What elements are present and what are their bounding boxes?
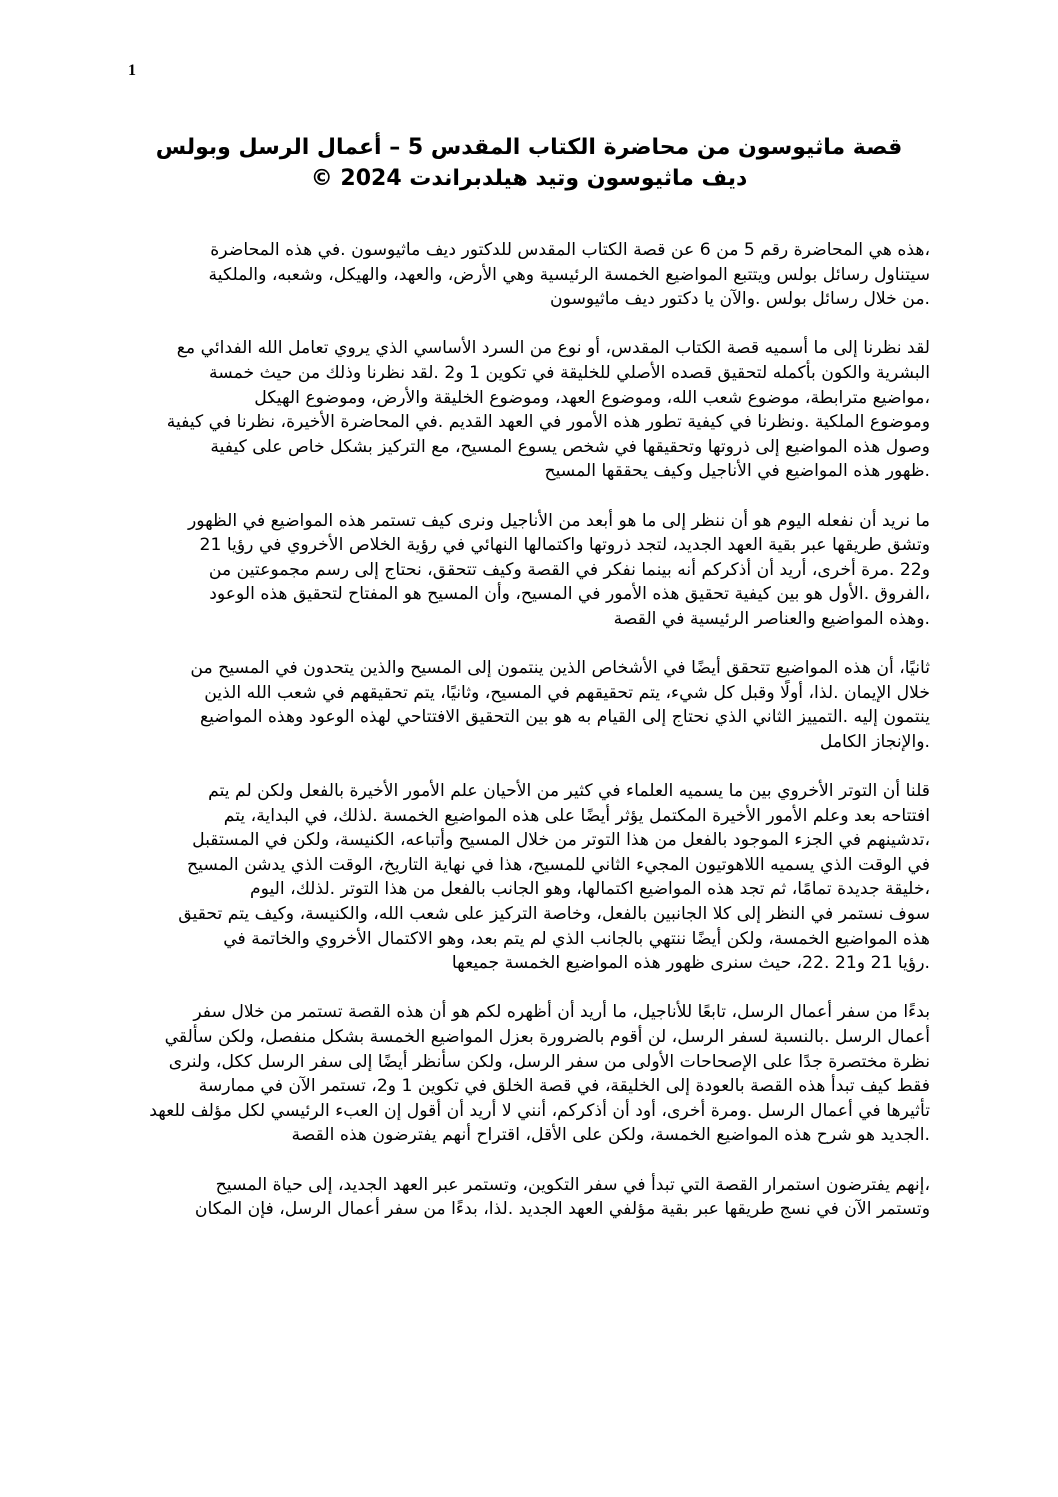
text-line: البشرية والكون بأكمله لتحقيق قصده الأصلي للخليقة في تكوين 1 و2 .لقد نظرنا وذلك من حيث خمسة [209, 362, 930, 383]
paragraph-2 [150, 336, 930, 484]
text-line: .من خلال رسائل بولس .والآن يا دكتور ديف ماثيوسون [550, 289, 930, 310]
title-line-1: قصة ماثيوسون من محاضرة الكتاب المقدس 5 – أعمال الرسل وبولس [155, 135, 903, 160]
text-line: .رؤيا 21 و21 .22، حيث سنرى ظهور هذه المواضيع الخمسة جميعها [451, 953, 930, 974]
text-line: ،خليقة جديدة تمامًا، ثم تجد هذه المواضيع اكتمالها، وهو الجانب بالفعل من هذا التوتر .لذلك، اليوم [249, 879, 930, 900]
text-line: قلنا أن التوتر الأخروي بين ما يسميه العلماء في كثير من الأحيان علم الأمور الأخيرة بالفعل ولكن لم يتم [208, 781, 930, 802]
text-line: فقط كيف تبدأ هذه القصة بالعودة إلى الخليقة، في قصة الخلق في تكوين 1 و2، تستمر الآن في ممارسة [198, 1076, 930, 1097]
paragraph-5 [150, 779, 930, 976]
paragraph-7 [150, 1173, 930, 1222]
paragraph-3 [150, 509, 930, 632]
text-line: في الوقت الذي يسميه اللاهوتيون المجيء الثاني للمسيح، هذا في نهاية التاريخ، الوقت الذي يدشن المسيح [187, 854, 930, 875]
text-line: ،الفروق .الأول هو بين كيفية تحقيق هذه الأمور في المسيح، وأن المسيح هو المفتاح لتحقيق هذه الوعود [209, 584, 930, 605]
text-line: نظرة مختصرة جدًا على الإصحاحات الأولى من سفر الرسل، ولكن سأنظر أيضًا إلى سفر الرسل ككل، ولنرى [168, 1051, 930, 1072]
text-line: .الجديد هو شرح هذه المواضيع الخمسة، ولكن على الأقل، اقتراح أنهم يفترضون هذه القصة [291, 1125, 930, 1146]
page-number: 1 [128, 62, 136, 79]
text-line: وتستمر الآن في نسج طريقها عبر بقية مؤلفي العهد الجديد .لذا، بدءًا من سفر أعمال الرسل، فإن المكان [194, 1199, 930, 1220]
text-line: افتتاحه بعد وعلم الأمور الأخيرة المكتمل يؤثر أيضًا على هذه المواضيع الخمسة .لذلك، في البداية، يتم [223, 805, 930, 826]
text-line: وموضوع الملكية .ونظرنا في كيفية تطور هذه الأمور في العهد القديم .في المحاضرة الأخيرة، نظرنا في كيفية [166, 412, 930, 433]
text-line: ما نريد أن نفعله اليوم هو أن ننظر إلى ما هو أبعد من الأناجيل ونرى كيف تستمر هذه المواضيع في الظهور [187, 510, 930, 531]
paragraph-1 [150, 238, 930, 312]
text-line: سوف نستمر في النظر إلى كلا الجانبين بالفعل، وخاصة التركيز على شعب الله، والكنيسة، وكيف يتم تحقيق [178, 904, 930, 925]
text-line: .ظهور هذه المواضيع في الأناجيل وكيف يحققها المسيح [544, 461, 930, 482]
text-line: ،هذه هي المحاضرة رقم 5 من 6 عن قصة الكتاب المقدس للدكتور ديف ماثيوسون .في هذه المحاضرة [210, 240, 930, 260]
title-line-2: ديف ماثيوسون وتيد هيلدبراندت 2024 © [310, 166, 748, 191]
text-line: وصول هذه المواضيع إلى ذروتها وتحقيقها في شخص يسوع المسيح، مع التركيز بشكل خاص على كيفية [210, 436, 930, 457]
text-line: خلال الإيمان .لذا، أولًا وقبل كل شيء، يتم تحقيقهم في المسيح، وثانيًا، يتم تحقيقهم في شعب الله الذين [204, 682, 930, 703]
text-line: ،مواضيع مترابطة، موضوع شعب الله، وموضوع العهد، وموضوع الخليقة والأرض، وموضوع الهيكل [254, 387, 930, 408]
text-line: سيتناول رسائل بولس ويتتبع المواضيع الخمسة الرئيسية وهي الأرض، والعهد، والهيكل، وشعبه، والملكية [208, 264, 930, 285]
text-line: ينتمون إليه .التمييز الثاني الذي نحتاج إلى القيام به هو بين التحقيق الافتتاحي لهذه الوعود وهذه المواضيع [199, 707, 930, 728]
text-line: لقد نظرنا إلى ما أسميه قصة الكتاب المقدس، أو نوع من السرد الأساسي الذي يروي تعامل الله الفدائي مع [176, 338, 930, 359]
document-title [100, 132, 958, 194]
text-line: تأثيرها في أعمال الرسل .ومرة أخرى، أود أن أذكركم، أنني لا أريد أن أقول إن العبء الرئيسي لكل مؤلف للعهد [149, 1100, 930, 1121]
text-line: و22 .مرة أخرى، أريد أن أذكركم أنه بينما نفكر في القصة وكيف تتحقق، نحتاج إلى رسم مجموعتين من [208, 559, 930, 580]
text-line: وتشق طريقها عبر بقية العهد الجديد، لتجد ذروتها واكتمالها النهائي في رؤية الخلاص الأخروي في رؤيا 21 [199, 535, 930, 556]
text-line: .وهذه المواضيع والعناصر الرئيسية في القصة [613, 608, 930, 629]
text-line: ثانيًا، أن هذه المواضيع تتحقق أيضًا في الأشخاص الذين ينتمون إلى المسيح والذين يتحدون في المسيح من [190, 658, 930, 679]
text-line: بدءًا من سفر أعمال الرسل، تابعًا للأناجيل، ما أريد أن أظهره لكم هو أن هذه القصة تستمر من خلال سفر [193, 1002, 930, 1023]
text-line: ،إنهم يفترضون استمرار القصة التي تبدأ في سفر التكوين، وتستمر عبر العهد الجديد، إلى حياة المسيح [215, 1174, 930, 1195]
text-line: أعمال الرسل .بالنسبة لسفر الرسل، لن أقوم بالضرورة بعزل المواضيع الخمسة بشكل منفصل، ولكن سألقي [164, 1027, 930, 1047]
text-line: هذه المواضيع الخمسة، ولكن أيضًا ننتهي بالجانب الذي لم يتم بعد، وهو الاكتمال الأخروي والخاتمة في [223, 928, 930, 949]
text-line: .والإنجاز الكامل [819, 731, 930, 752]
document-body [150, 238, 930, 1246]
paragraph-6 [150, 1000, 930, 1148]
text-line: ،تدشينهم في الجزء الموجود بالفعل من هذا التوتر من خلال المسيح وأتباعه، الكنيسة، ولكن في المستقبل [192, 830, 930, 851]
paragraph-4 [150, 656, 930, 754]
